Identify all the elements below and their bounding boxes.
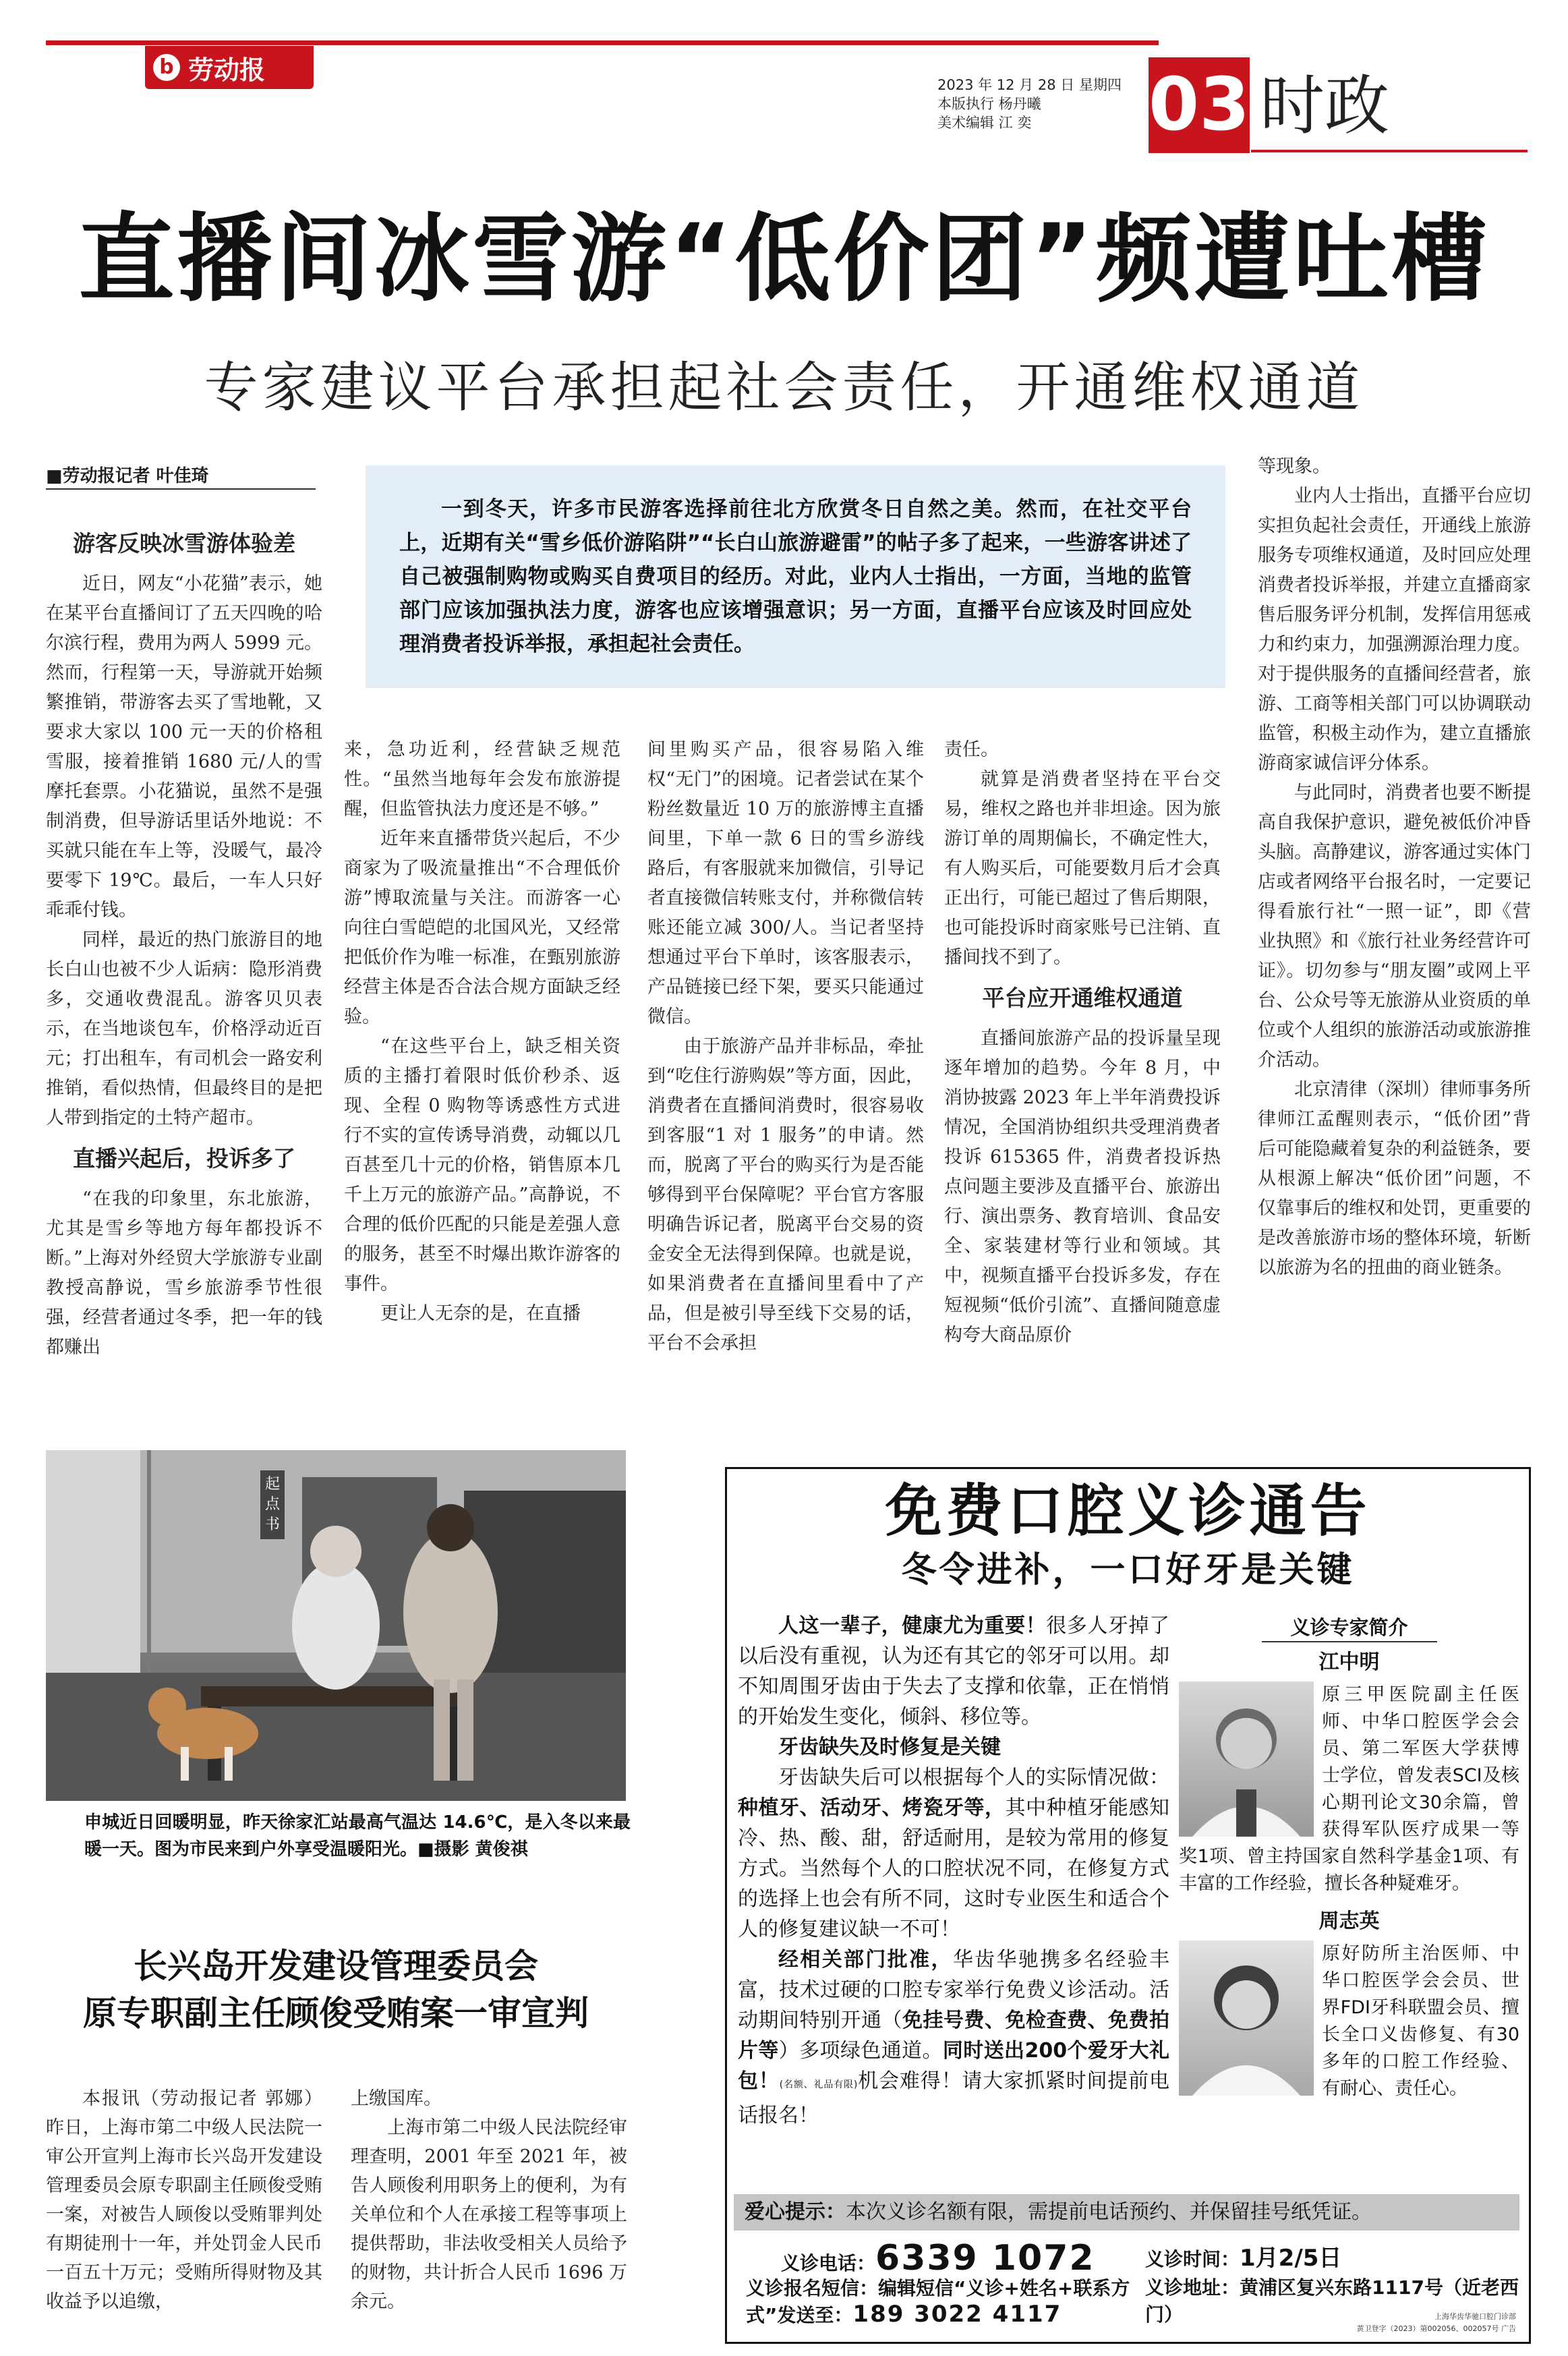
ad-text: 机会难得！请大家抓紧时间提前电话报名！ (738, 2069, 1169, 2127)
article-paragraph: 更让人无奈的是，在直播 (380, 1303, 581, 1324)
lead-box (366, 465, 1225, 688)
issue-date: 2023 年 12 月 28 日 星期四 (937, 77, 1122, 93)
page-number: 03 (1149, 63, 1250, 147)
article-paragraph: 同样，最近的热门旅游目的地长白山也被不少人诟病：隐形消费多，交通收费混乱。游客贝贝表示，在当地谈包车，价格浮动近百元；打出租车，有司机会一路安利推销，看似热情，但最终目的是把人带到指定的土特产超市。 (46, 929, 322, 1128)
logo-text: 劳动报 (188, 54, 266, 85)
expert-2-bio: 原好防所主治医师、中华口腔医学会会员、世界FDI牙科联盟会员、擅长全口义齿修复、有30多年的口腔工作经验、有耐心、责任心。 (1322, 1943, 1519, 2099)
article-column-2 (344, 735, 620, 1329)
masthead-info (937, 76, 1146, 132)
expert-2-name: 周志英 (1318, 1909, 1380, 1933)
sms-number[interactable]: 189 3022 4117 (852, 2301, 1062, 2328)
masthead-logo (145, 46, 314, 89)
expert-1-photo (1179, 1682, 1314, 1837)
court-title-line-1: 长兴岛开发建设管理委员会 (134, 1947, 538, 1986)
article-paragraph: 直播间旅游产品的投诉量呈现逐年增加的趋势。今年 8 月，中消协披露 2023 年上半年消费投诉情况，全国消协组织共受理消费者投诉 615365 件，消费者投诉热点问题主要涉及直播平台、旅游出行、演出票务、教育培训、食品安全、家装建材等行业和领域。其中，视频直播平台投诉多发，存在短视频“低价引流”、直播间随意虚构夸大商品原价 (944, 1028, 1221, 1346)
article-paragraph: 北京清律（深圳）律师事务所律师江孟醒则表示，“低价团”背后可能隐藏着复杂的利益链条，要从根源上解决“低价团”问题，不仅靠事后的维权和处罚，更重要的是改善旅游市场的整体环境，斩断以旅游为名的扭曲的商业链条。 (1258, 1079, 1531, 1278)
sms-text: 编辑短信“义诊+姓名+联系方式”发送至： (746, 2277, 1130, 2326)
article-column-3 (647, 735, 924, 1358)
experts-panel (1179, 1614, 1519, 2102)
article-paragraph: 与此同时，消费者也要不断提高自我保护意识，避免被低价冲昏头脑。高静建议，游客通过实体门店或者网络平台报名时，一定要记得看旅行社“一照一证”，即《营业执照》和《旅行社业务经营许可证》。切勿参与“朋友圈”或网上平台、公众号等无旅游从业资质的单位或个人组织的旅游活动或旅游推介活动。 (1258, 782, 1531, 1070)
section-name: 时政 (1260, 68, 1389, 144)
ad-text: 华齿华驰携多名经验丰富，技术过硬的口腔专家举行免费义诊活动。活动期间特别开通（ (738, 1948, 1170, 2032)
dental-ad (725, 1467, 1531, 2344)
court-paragraph: 上海市第二中级人民法院经审理查明，2001 年至 2021 年，被告人顾俊利用职务上的便利，为有关单位和个人在承接工程等事项上提供帮助，非法收受相关人员给予的财物，共计折合人民币 1696 万余元。 (351, 2117, 627, 2312)
byline: ■劳动报记者 叶佳琦 (46, 464, 316, 490)
ad-license: 黄卫登字（2023）第002056、002057号 广告 (1356, 2324, 1516, 2333)
ad-heading: 牙齿缺失及时修复是关键 (778, 1735, 1001, 1759)
article-paragraph: 就算是消费者坚持在平台交易，维权之路也并非坦途。因为旅游订单的周期偏长，不确定性大，有人购买后，可能要数月后才会真正出行，可能已超过了售后期限，也可能投诉时商家账号已注销、直播间找不到了。 (944, 769, 1221, 968)
time-label: 义诊时间： (1145, 2248, 1240, 2270)
article-paragraph: 业内人士指出，直播平台应切实担负起社会责任，开通线上旅游服务专项维权通道，及时回应处理消费者投诉举报，并建立直播商家售后服务评分机制，发挥信用惩戒力和约束力，加强溯源治理力度。对于提供服务的直播间经营者，旅游、工商等相关部门可以协调联动监管，积极主动作为，建立直播旅游商家诚信评分体系。 (1258, 486, 1531, 774)
article-column-5 (1258, 452, 1531, 1283)
ad-bold-text: 同时送出200个爱牙大礼包！ (738, 2039, 1170, 2093)
ad-text: ）多项绿色通道。 (778, 2039, 943, 2063)
phone-number[interactable]: 6339 1072 (875, 2238, 1095, 2278)
article-paragraph: 来，急功近利，经营缺乏规范性。“虽然当地每年会发布旅游提醒，但监管执法力度还是不够。” (344, 739, 620, 820)
headline-title: 直播间冰雪游“低价团”频遭吐槽 (78, 204, 1490, 315)
court-title-line-2: 原专职副主任顾俊受贿案一审宣判 (83, 1994, 589, 2033)
ad-bold-text: 人这一辈子，健康尤为重要！ (778, 1614, 1047, 1638)
phone-label: 义诊电话： (781, 2252, 876, 2274)
subhead-3: 平台应开通维权通道 (982, 985, 1183, 1011)
notice-text: 本次义诊名额有限，需提前电话预约、并保留挂号纸凭证。 (846, 2200, 1372, 2224)
top-red-rule (46, 40, 1159, 45)
article-paragraph: 等现象。 (1258, 456, 1331, 477)
clinic-name: 上海华齿华驰口腔门诊部 (1434, 2312, 1516, 2321)
experts-title: 义诊专家简介 (1262, 1614, 1437, 1642)
ad-text: 牙齿缺失后可以根据每个人的实际情况做： (778, 1766, 1169, 1789)
court-headline (46, 1943, 626, 2037)
court-paragraph: 本报讯（劳动报记者 郭娜）昨日，上海市第二中级人民法院一审公开宣判上海市长兴岛开发建设管理委员会原专职副主任顾俊受贿一案，对被告人顾俊以受贿罪判处有期徒刑十一年，并处罚金人民币一百五十万元；受贿所得财物及其收益予以追缴， (46, 2088, 322, 2312)
article-paragraph: 责任。 (944, 739, 999, 760)
expert-2-photo (1179, 1941, 1314, 2096)
ad-contact (734, 2238, 1519, 2339)
sms-label: 义诊报名短信： (746, 2277, 879, 2299)
ad-notice (734, 2194, 1519, 2231)
article-paragraph: “在这些平台上，缺乏相关资质的主播打着限时低价秒杀、返现、全程 0 购物等诱惑性方式进行不实的宣传诱导消费，动辄以几百甚至几十元的价格，销售原本几千上万元的旅游产品。”高静说，不合理的低价匹配的只能是差强人意的服务，甚至不时爆出欺诈游客的事件。 (344, 1036, 620, 1294)
time-row (1145, 2242, 1341, 2276)
court-column-1 (46, 2084, 322, 2316)
article-paragraph: 由于旅游产品并非标品，牵扯到“吃住行游购娱”等方面，因此，消费者在直播间消费时，很容易收到客服“1 对 1 服务”的申请。然而，脱离了平台的购买行为是否能够得到平台保障呢？平台官方客服明确告诉记者，脱离平台交易的资金安全无法得到保障。也就是说，如果消费者在直播间里看中了产品，但是被引导至线下交易的话，平台不会承担 (647, 1036, 924, 1354)
time-value: 1月2/5日 (1240, 2245, 1342, 2272)
ad-body (738, 1611, 1169, 2131)
notice-label: 爱心提示： (745, 2200, 846, 2224)
expert-1-name: 江中明 (1318, 1650, 1380, 1674)
page-number-box (1149, 57, 1250, 153)
article-column-4 (944, 735, 1221, 1350)
ad-bold-text: 免挂号费、免检查费、免费拍片等 (738, 2009, 1169, 2063)
ad-small-print (1341, 2311, 1516, 2335)
photo-caption: 申城近日回暖明显，昨天徐家汇站最高气温达 14.6℃，是入冬以来最暖一天。图为市民来到户外享受温暖阳光。■摄影 黄俊祺 (84, 1812, 631, 1860)
headline-subtitle: 专家建议平台承担起社会责任，开通维权通道 (204, 356, 1364, 419)
ad-tiny-note: (名额、礼品有限) (779, 2079, 858, 2090)
court-paragraph: 上缴国库。 (351, 2088, 442, 2109)
article-column-1 (46, 506, 322, 1362)
lead-text: 一到冬天，许多市民游客选择前往北方欣赏冬日自然之美。然而，在社交平台上，近期有关“雪乡低价游陷阱”“长白山旅游避雷”的帖子多了起来，一些游客讲述了自己被强制购物或购买自费项目的经历。对此，业内人士指出，一方面，当地的监管部门应该加强执法力度，游客也应该增强意识；另一方面，直播平台应该及时回应处理消费者投诉举报，承担起社会责任。 (399, 497, 1192, 656)
addr-label: 义诊地址： (1145, 2276, 1240, 2299)
subhead-2: 直播兴起后，投诉多了 (73, 1145, 295, 1172)
article-paragraph: 间里购买产品，很容易陷入维权“无门”的困境。记者尝试在某个粉丝数量近 10 万的旅游博主直播间里，下单一款 6 日的雪乡游线路后，有客服就来加微信，引导记者直接微信转账支付，并称微信转账还能立减 300/人。当记者坚持想通过平台下单时，该客服表示，产品链接已经下架，要买只能通过微信。 (647, 739, 924, 1027)
ad-bold-text: 种植牙、活动牙、烤瓷牙等， (738, 1796, 1006, 1820)
sms-row (746, 2276, 1137, 2328)
news-photo (46, 1450, 626, 1801)
art-editor: 美术编辑 江 奕 (937, 115, 1032, 131)
photo-sign: 起 点 书 (260, 1470, 285, 1539)
subhead-1: 游客反映冰雪游体验差 (73, 530, 295, 556)
page-editor: 本版执行 杨丹曦 (937, 96, 1041, 112)
ad-text: 其中种植牙能感知冷、热、酸、甜，舒适耐用，是较为常用的修复方式。当然每个人的口腔状况不同，在修复方式的选择上也会有所不同，这时专业医生和适合个人的修复建议缺一不可！ (738, 1796, 1169, 1941)
expert-1-bio: 原三甲医院副主任医师、中华口腔医学会会员、第二军医大学获博士学位，曾发表SCI及核心期刊论文30余篇，曾获得军队医疗成果一等奖1项、曾主持国家自然科学基金1项、有丰富的工作经验，擅长各种疑难牙。 (1179, 1684, 1519, 1894)
ad-text: 很多人牙掉了以后没有重视，认为还有其它的邻牙可以用。却不知周围牙齿由于失去了支撑和依靠，正在悄悄的开始发生变化，倾斜、移位等。 (738, 1614, 1170, 1729)
ad-title: 免费口腔义诊通告 (885, 1478, 1371, 1544)
ad-subtitle: 冬令进补，一口好牙是关键 (901, 1550, 1355, 1590)
article-paragraph: “在我的印象里，东北旅游，尤其是雪乡等地方每年都投诉不断。”上海对外经贸大学旅游专业副教授高静说，雪乡旅游季节性很强，经营者通过冬季，把一年的钱都赚出 (46, 1188, 322, 1358)
photo-illustration (46, 1450, 626, 1801)
article-paragraph: 近日，网友“小花猫”表示，她在某平台直播间订了五天四晚的哈尔滨行程，费用为两人 5999 元。然而，行程第一天，导游就开始频繁推销，带游客去买了雪地靴，又要求大家以 100 元一天的价格租雪服，接着推销 1680 元/人的雪摩托套票。小花猫说，虽然不是强制消费，但导游话里话外地说：不买就只能在车上等，没暖气，最冷要零下 19℃。最后，一车人只好乖乖付钱。 (46, 573, 322, 921)
logo-icon: b (153, 54, 180, 81)
ad-bold-text: 经相关部门批准， (778, 1948, 953, 1972)
court-column-2 (351, 2084, 627, 2316)
masthead-rule (1251, 150, 1528, 152)
article-paragraph: 近年来直播带货兴起后，不少商家为了吸流量推出“不合理低价游”博取流量与关注。而游客一心向往白雪皑皑的北国风光，又经常把低价作为唯一标准，在甄别旅游经营主体是否合法合规方面缺乏经验。 (344, 828, 620, 1027)
addr-text: 黄浦区复兴东路1117号（近老西门） (1145, 2276, 1519, 2326)
